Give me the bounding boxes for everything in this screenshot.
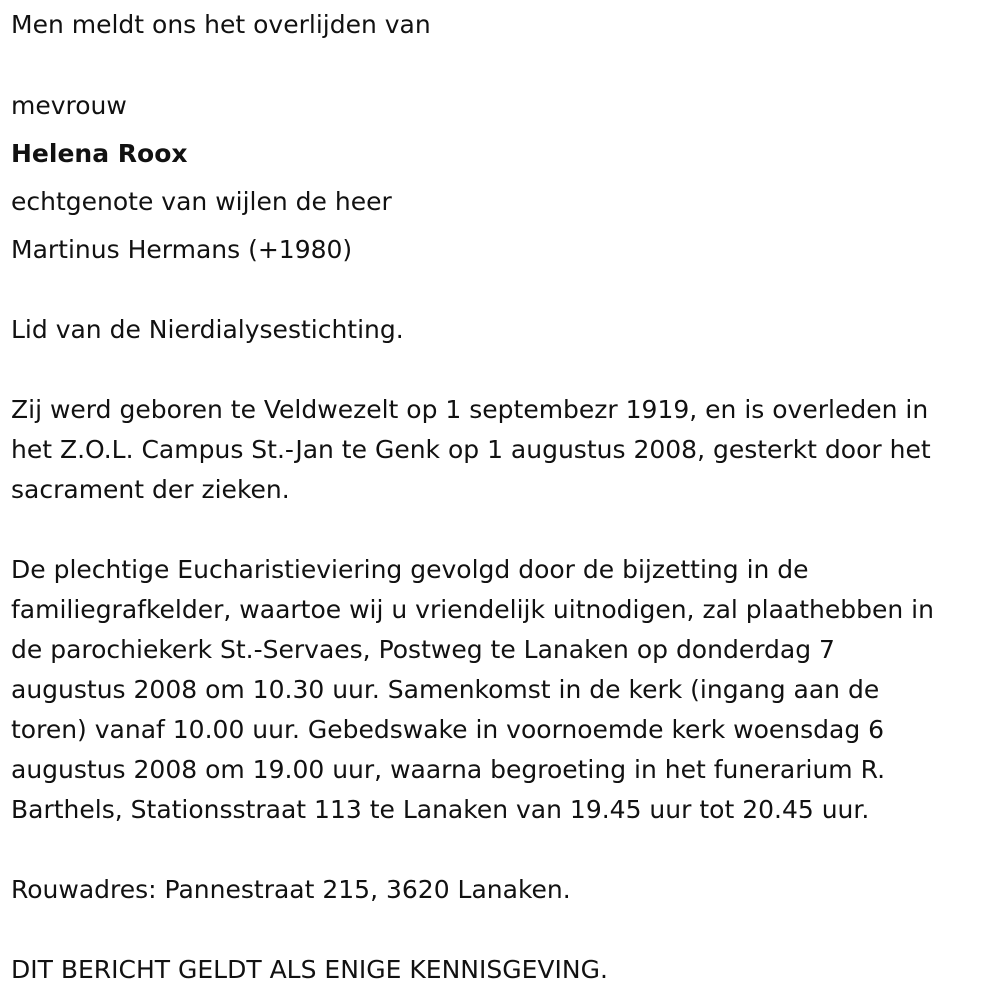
- ceremony-line: familiegrafkelder, waartoe wij u vriendelijk uitnodigen, zal plaathebben in: [11, 595, 934, 624]
- ceremony-line: de parochiekerk St.-Servaes, Postweg te Lanaken op donderdag 7: [11, 635, 835, 664]
- intro-text: Men meldt ons het overlijden van: [11, 10, 431, 39]
- ceremony-line: augustus 2008 om 10.30 uur. Samenkomst in de kerk (ingang aan de: [11, 675, 880, 704]
- ceremony-line: toren) vanaf 10.00 uur. Gebedswake in voornoemde kerk woensdag 6: [11, 715, 885, 744]
- membership-text: Lid van de Nierdialysestichting.: [11, 315, 404, 344]
- birth-death-paragraph: [11, 390, 996, 510]
- mourning-address: Rouwadres: Pannestraat 215, 3620 Lanaken.: [11, 875, 571, 904]
- birth-death-line: Zij werd geboren te Veldwezelt op 1 septembezr 1919, en is overleden in: [11, 395, 929, 424]
- spouse-line-2: Martinus Hermans (+1980): [11, 235, 353, 264]
- ceremony-line: Barthels, Stationsstraat 113 te Lanaken van 19.45 uur tot 20.45 uur.: [11, 795, 870, 824]
- birth-death-line: sacrament der zieken.: [11, 475, 290, 504]
- ceremony-line: De plechtige Eucharistieviering gevolgd door de bijzetting in de: [11, 555, 809, 584]
- birth-death-line: het Z.O.L. Campus St.-Jan te Genk op 1 augustus 2008, gesterkt door het: [11, 435, 931, 464]
- deceased-name: Helena Roox: [11, 139, 188, 168]
- closing-statement: DIT BERICHT GELDT ALS ENIGE KENNISGEVING.: [11, 955, 608, 984]
- title-text: mevrouw: [11, 91, 127, 120]
- ceremony-line: augustus 2008 om 19.00 uur, waarna begroeting in het funerarium R.: [11, 755, 886, 784]
- spouse-line-1: echtgenote van wijlen de heer: [11, 187, 392, 216]
- ceremony-paragraph: [11, 550, 996, 830]
